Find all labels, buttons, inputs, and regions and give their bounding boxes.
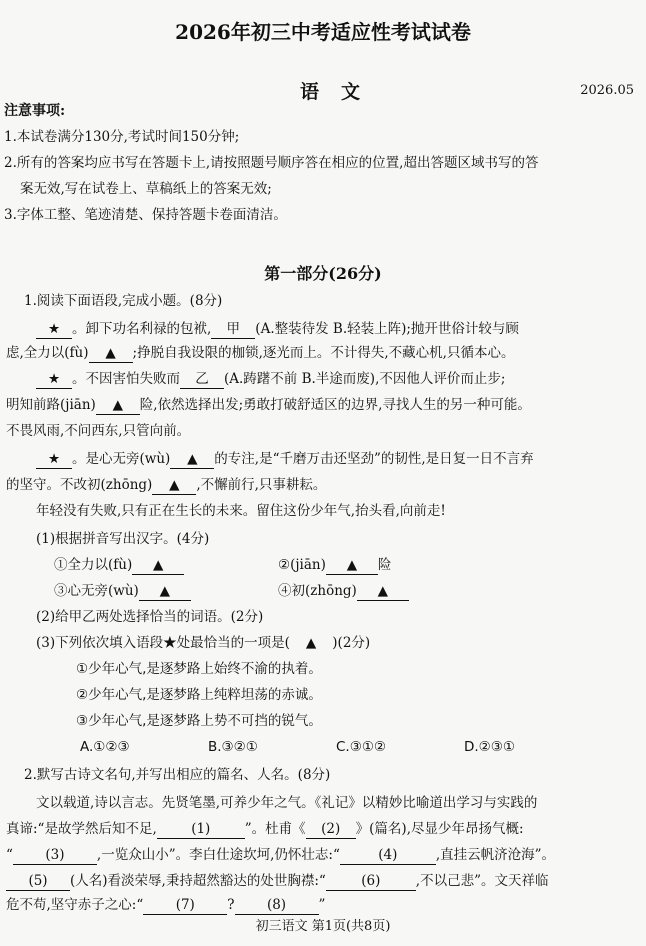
answer-blank: ▲ <box>96 396 140 415</box>
q2-line2: 真谛:“是故学然后知不足, (1) ”。杜甫《 (2) 》(篇名),尽显少年昂扬气概: <box>6 821 524 837</box>
star-blank: ★ <box>36 450 72 469</box>
q2-line1: 文以载道,诗以言志。先贤笔墨,可养少年之气。《礼记》以精妙比喻道出学习与实践的 <box>36 795 538 811</box>
q1-sub1-stem: (1)根据拼音写出汉字。(4分) <box>36 531 210 547</box>
q1-sub1-item-b: ②(jiān) ▲ 险 <box>278 557 392 573</box>
answer-blank: ▲ <box>89 344 133 363</box>
answer-blank-1: (1) <box>157 820 245 839</box>
answer-placeholder: ▲ <box>305 635 317 651</box>
q1-paragraph2-line1: ★ 。不因害怕失败而 乙 (A.踌躇不前 B.半途而废),不因他人评价而止步; <box>36 370 505 389</box>
q1-paragraph2-line2: 明知前路(jiān) ▲ 险,依然选择出发;勇敢打破舒适区的边界,寻找人生的另一种可能。 <box>6 397 531 413</box>
note-item: 2.所有的答案均应书写在答题卡上,请按照题号顺序答在相应的位置,超出答题区域书写的答 <box>4 155 539 171</box>
answer-blank: ▲ <box>357 582 409 601</box>
blank-jia: 甲 <box>211 320 255 339</box>
choice-c: C.③①② <box>336 739 387 755</box>
q1-paragraph1-line1: ★ 。卸下功名利禄的包袱, 甲 (A.整装待发 B.轻装上阵);抛开世俗计较与顾 <box>36 320 519 339</box>
answer-blank-6: (6) <box>326 872 416 891</box>
q2-line3: “ (3) ,一览众山小”。李白仕途坎坷,仍怀壮志:“ (4) ,直挂云帆济沧海”。 <box>6 847 556 863</box>
q1-sub1-item-a: ①全力以(fù) ▲ <box>54 556 184 575</box>
answer-blank: ▲ <box>170 450 214 469</box>
star-blank: ★ <box>36 320 72 339</box>
q1-paragraph2-line3: 不畏风雨,不问西东,只管向前。 <box>6 423 191 439</box>
q1-sub2: (2)给甲乙两处选择恰当的词语。(2分) <box>36 609 264 625</box>
q2-line4: (5) (人名)看淡荣辱,秉持超然豁达的处世胸襟:“ (6) ,不以己悲”。文天祥临 <box>6 872 548 891</box>
answer-blank-2: (2) <box>306 820 356 839</box>
q1-paragraph4: 年轻没有失败,只有正在生长的未来。留住这份少年气,抬头看,向前走! <box>36 503 446 519</box>
choice-d: D.②③① <box>464 739 515 755</box>
answer-blank: ▲ <box>132 556 184 575</box>
page-footer: 初三语文 第1页(共8页) <box>255 919 391 934</box>
note-item: 案无效,写在试卷上、草稿纸上的答案无效; <box>20 181 272 197</box>
exam-title: 2026年初三中考适应性考试试卷 <box>175 20 471 44</box>
answer-blank: ▲ <box>139 582 191 601</box>
q1-stem: 1.阅读下面语段,完成小题。(8分) <box>24 293 223 309</box>
notes-heading: 注意事项: <box>4 103 66 119</box>
answer-blank-5: (5) <box>6 872 70 891</box>
q1-sub3-option: ③少年心气,是逐梦路上势不可挡的锐气。 <box>76 713 322 729</box>
blank-yi: 乙 <box>180 370 224 389</box>
subject-title: 语文 <box>300 81 383 103</box>
q1-sub1-item-d: ④初(zhōng) ▲ <box>278 582 409 601</box>
answer-blank: ▲ <box>152 476 196 495</box>
answer-blank-4: (4) <box>340 846 436 865</box>
answer-blank-7: (7) <box>143 896 227 915</box>
star-blank: ★ <box>36 370 72 389</box>
q2-stem: 2.默写古诗文名句,并写出相应的篇名、人名。(8分) <box>24 767 331 783</box>
q1-sub3-stem: (3)下列依次填入语段★处最恰当的一项是( ▲ )(2分) <box>36 635 371 651</box>
choice-b: B.③②① <box>208 739 258 755</box>
q2-line5: 危不苟,坚守赤子之心:“ (7) ? (8) ” <box>6 897 326 913</box>
exam-date: 2026.05 <box>580 83 634 98</box>
q1-sub1-item-c: ③心无旁(wù) ▲ <box>54 582 191 601</box>
answer-blank-3: (3) <box>13 846 97 865</box>
note-item: 1.本试卷满分130分,考试时间150分钟; <box>4 129 240 145</box>
note-item: 3.字体工整、笔迹清楚、保持答题卡卷面清洁。 <box>4 207 287 223</box>
part1-title: 第一部分(26分) <box>264 264 382 283</box>
choice-a: A.①②③ <box>80 739 130 755</box>
q1-paragraph3-line2: 的坚守。不改初(zhōng) ▲ ,不懈前行,只事耕耘。 <box>6 477 327 493</box>
q1-paragraph1-line2: 虑,全力以(fù) ▲ ;挣脱自我设限的枷锁,逐光而上。不计得失,不藏心机,只循本心。 <box>6 345 515 361</box>
q1-sub3-option: ①少年心气,是逐梦路上始终不渝的执着。 <box>76 661 322 677</box>
q1-sub3-option: ②少年心气,是逐梦路上纯粹坦荡的赤诚。 <box>76 687 322 703</box>
q1-paragraph3-line1: ★ 。是心无旁(wù) ▲ 的专注,是“千磨万击还坚劲”的韧性,是日复一日不言弃 <box>36 450 534 469</box>
answer-blank-8: (8) <box>235 896 319 915</box>
answer-blank: ▲ <box>326 556 378 575</box>
